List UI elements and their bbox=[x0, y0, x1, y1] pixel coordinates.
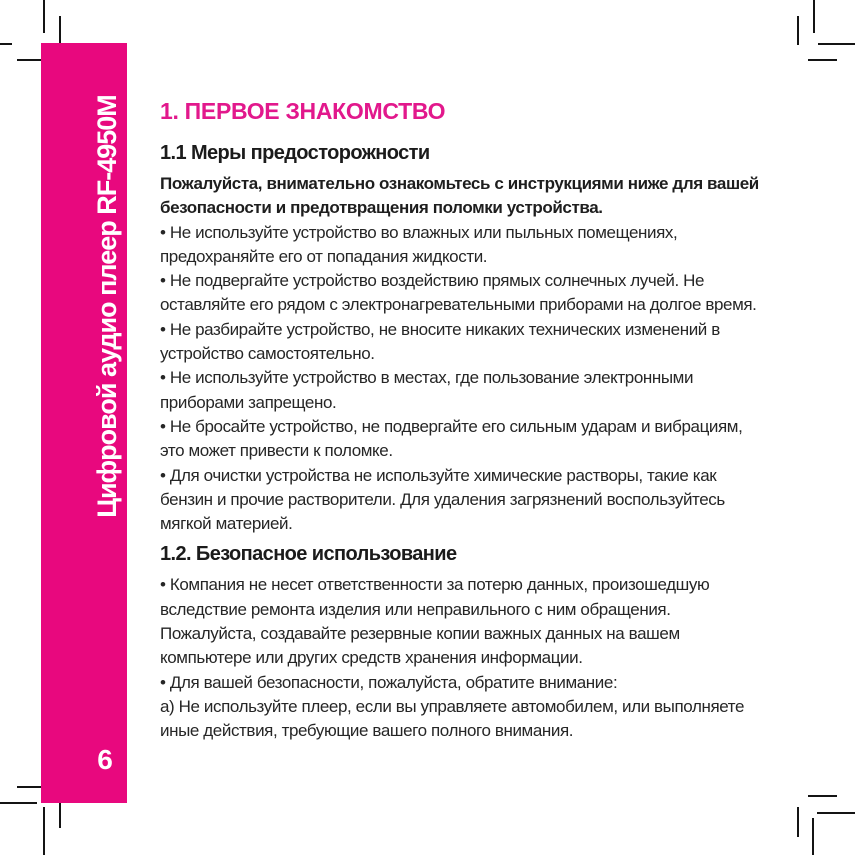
text-line: Пожалуйста, создавайте резервные копии важных данных на вашем bbox=[160, 624, 680, 644]
text-line: • Не используйте устройство в местах, где пользование электронными bbox=[160, 368, 694, 388]
text-line: 1.1 Меры предосторожности bbox=[160, 142, 430, 164]
text-line: это может привести к поломке. bbox=[160, 441, 393, 461]
crop-mark bbox=[59, 799, 61, 828]
page-number: 6 bbox=[97, 744, 113, 775]
block-body-5 bbox=[160, 573, 825, 743]
block-bold-2 bbox=[160, 172, 825, 221]
text-line: • Для вашей безопасности, пожалуйста, обратите внимание: bbox=[160, 672, 618, 692]
crop-mark bbox=[0, 43, 12, 45]
crop-mark bbox=[43, 0, 45, 33]
text-line: • Для очистки устройства не используйте химические растворы, такие как bbox=[160, 465, 717, 485]
text-line: 1.2. Безопасное использование bbox=[160, 543, 457, 566]
content-column bbox=[160, 100, 825, 744]
crop-mark bbox=[0, 802, 37, 804]
text-line: бензин и прочие растворители. Для удаления загрязнений воспользуйтесь bbox=[160, 489, 725, 509]
crop-mark bbox=[808, 59, 837, 61]
text-line: вследствие ремонта изделия или неправильного с ним обращения. bbox=[160, 599, 671, 619]
crop-mark bbox=[808, 795, 837, 797]
crop-mark bbox=[813, 0, 815, 33]
crop-mark bbox=[59, 16, 61, 45]
block-subtitle-4 bbox=[160, 542, 825, 566]
text-line: • Компания не несет ответственности за потерю данных, произошедшую bbox=[160, 575, 710, 595]
text-line: • Не разбирайте устройство, не вносите никаких технических изменений в bbox=[160, 319, 720, 339]
crop-mark bbox=[43, 807, 45, 855]
text-line: а) Не используйте плеер, если вы управляете автомобилем, или выполняете bbox=[160, 696, 745, 716]
crop-mark bbox=[812, 818, 814, 855]
text-line: • Не используйте устройство во влажных или пыльных помещениях, bbox=[160, 222, 678, 242]
crop-mark bbox=[817, 812, 855, 814]
block-title-0 bbox=[160, 100, 825, 123]
sidebar-band bbox=[41, 43, 127, 803]
text-line: приборами запрещено. bbox=[160, 392, 337, 412]
crop-mark bbox=[818, 43, 855, 45]
text-line: оставляйте его рядом с электронагревательными приборами на долгое время. bbox=[160, 295, 757, 315]
block-subtitle-1 bbox=[160, 141, 825, 165]
text-line: Пожалуйста, внимательно ознакомьтесь с инструкциями ниже для вашей bbox=[160, 174, 759, 193]
text-line: предохраняйте его от попадания жидкости. bbox=[160, 246, 488, 266]
text-line: иные действия, требующие вашего полного внимания. bbox=[160, 721, 574, 741]
text-line: компьютере или других средств хранения информации. bbox=[160, 648, 583, 668]
text-line: • Не бросайте устройство, не подвергайте его сильным ударам и вибрациям, bbox=[160, 416, 743, 436]
crop-mark bbox=[797, 16, 799, 45]
text-line: безопасности и предотвращения поломки устройства. bbox=[160, 198, 603, 218]
text-line: мягкой материей. bbox=[160, 514, 293, 534]
text-line: 1. ПЕРВОЕ ЗНАКОМСТВО bbox=[160, 98, 446, 124]
text-line: • Не подвергайте устройство воздействию прямых солнечных лучей. Не bbox=[160, 271, 705, 291]
crop-mark bbox=[797, 807, 799, 837]
block-body-3 bbox=[160, 221, 825, 537]
text-line: устройство самостоятельно. bbox=[160, 344, 375, 364]
sidebar-product-title: Цифровой аудио плеер RF-4950M bbox=[91, 94, 122, 518]
